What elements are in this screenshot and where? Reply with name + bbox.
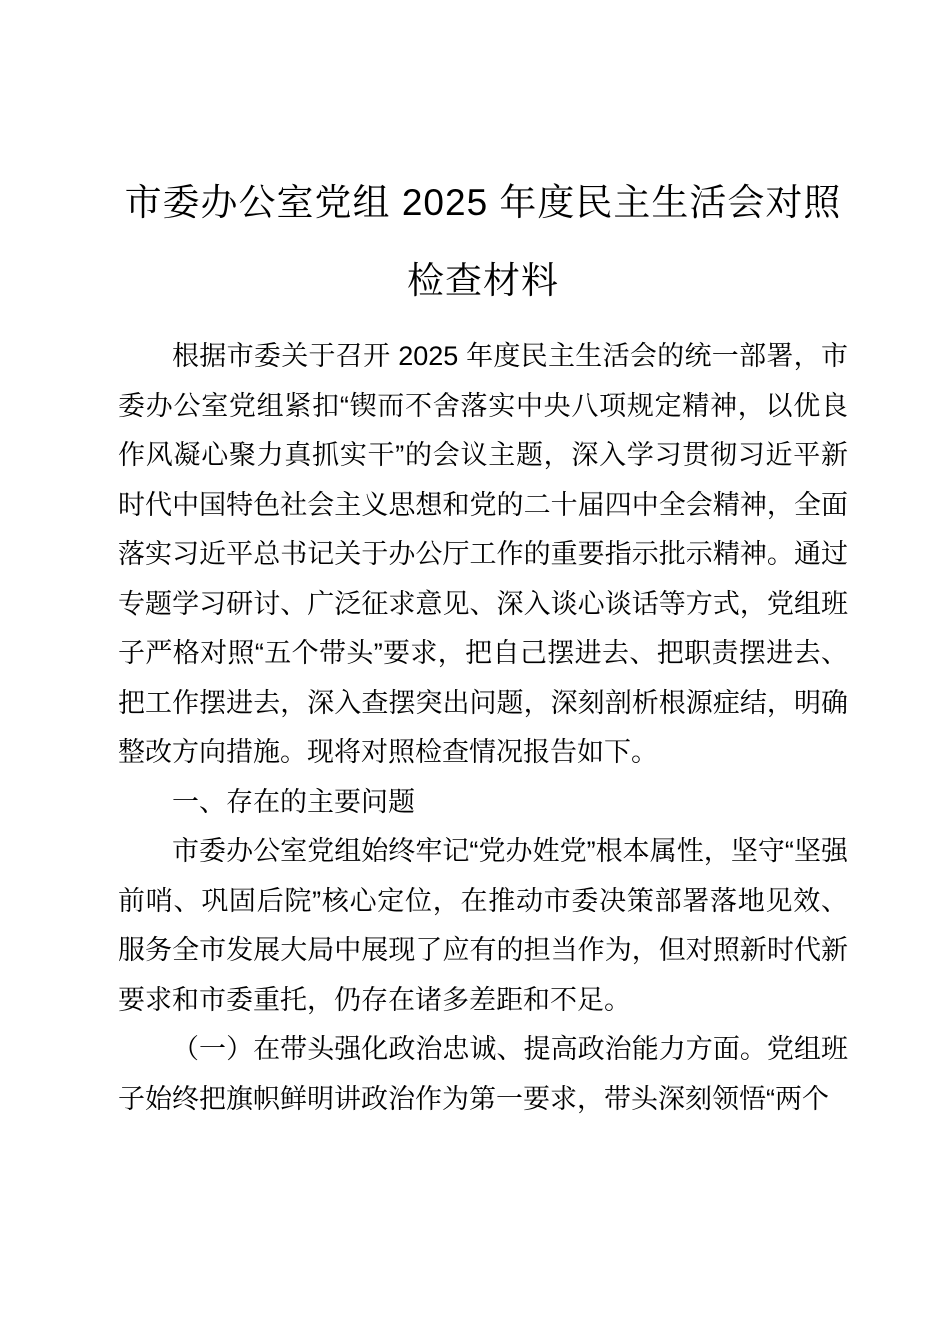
document-body bbox=[118, 332, 848, 1124]
paragraph-overview: 市委办公室党组始终牢记“党办姓党”根本属性，坚守“坚强前哨、巩固后院”核心定位，在推动市委决策部署落地见效、服务全市发展大局中展现了应有的担当作为，但对照新时代新要求和市委重托，仍存在诸多差距和不足。 bbox=[118, 836, 848, 1015]
section-heading-main-problems: 一、存在的主要问题 bbox=[172, 786, 415, 817]
document-content bbox=[118, 0, 848, 1124]
document-title-line-2: 检查材料 bbox=[407, 260, 559, 301]
paragraph-section-one-truncated: （一）在带头强化政治忠诚、提高政治能力方面。党组班子始终把旗帜鲜明讲政治作为第一要求，带头深刻领悟“两个 bbox=[118, 1034, 848, 1114]
paragraph-intro: 根据市委关于召开 2025 年度民主生活会的统一部署，市委办公室党组紧扣“锲而不舍落实中央八项规定精神，以优良作风凝心聚力真抓实干”的会议主题，深入学习贯彻习近平新时代中国特色社会主义思想和党的二十届四中全会精神，全面落实习近平总书记关于办公厅工作的重要指示批示精神。通过专题学习研讨、广泛征求意见、深入谈心谈话等方式，党组班子严格对照“五个带头”要求，把自己摆进去、把职责摆进去、把工作摆进去，深入查摆突出问题，深刻剖析根源症结，明确整改方向措施。现将对照检查情况报告如下。 bbox=[118, 341, 848, 767]
document-title-line-1: 市委办公室党组 2025 年度民主生活会对照 bbox=[124, 182, 842, 223]
document-title bbox=[118, 164, 848, 320]
